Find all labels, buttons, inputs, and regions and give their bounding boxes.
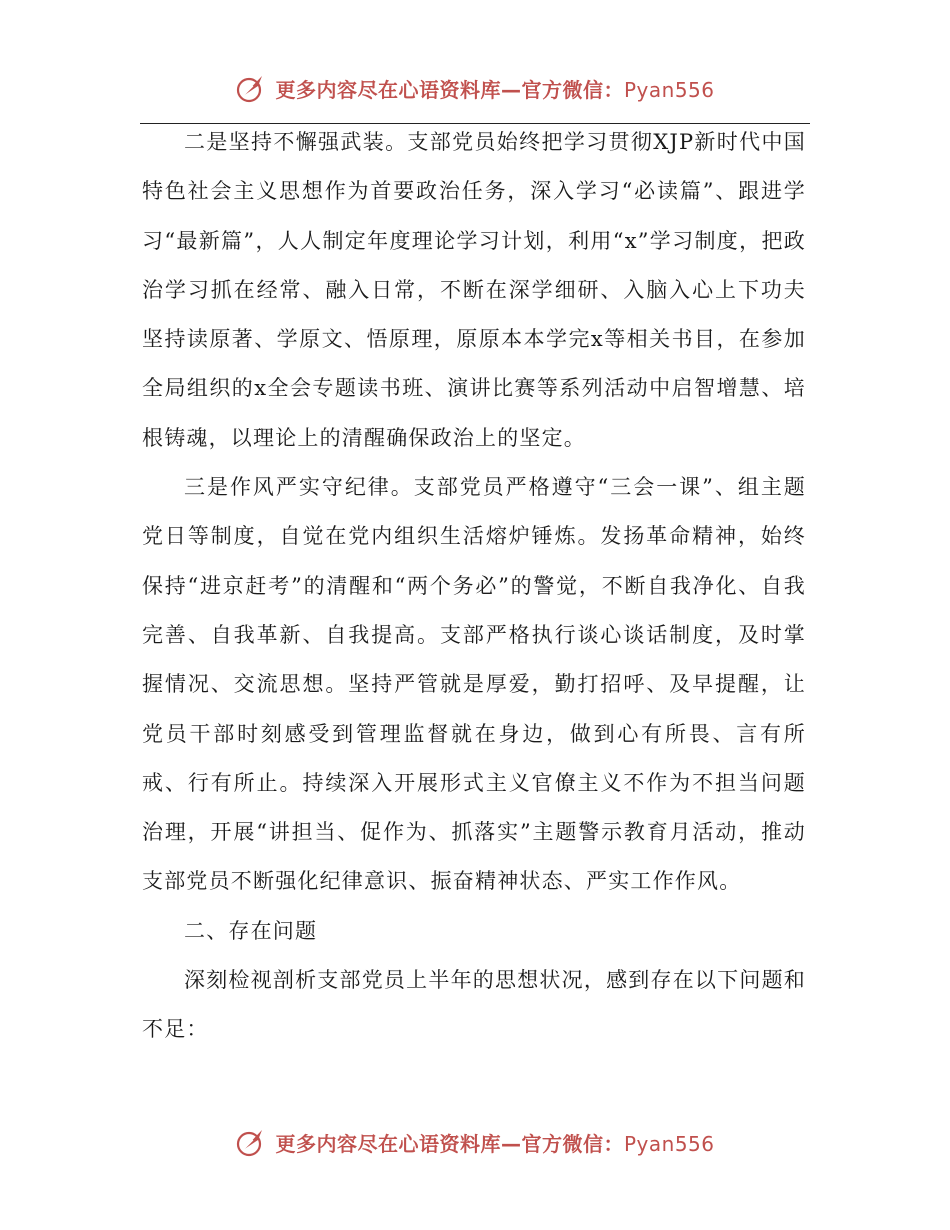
header-banner-label: 更多内容尽在心语资料库—官方微信： xyxy=(275,77,624,102)
header-wechat-id: Pyan556 xyxy=(623,77,715,102)
footer-banner-label: 更多内容尽在心语资料库—官方微信： xyxy=(275,1131,624,1156)
header-banner xyxy=(0,68,950,108)
footer-wechat-id: Pyan556 xyxy=(623,1131,715,1156)
footer-banner xyxy=(0,1122,950,1162)
section-heading-problems: 二、存在问题 xyxy=(184,918,318,943)
paragraph-discipline: 三是作风严实守纪律。支部党员严格遵守“三会一课”、组主题党日等制度，自觉在党内组织生活熔炉锤炼。发扬革命精神，始终保持“进京赶考”的清醒和“两个务必”的警觉，不断自我净化、自我完善、自我革新、自我提高。支部严格执行谈心谈话制度，及时掌握情况、交流思想。坚持严管就是厚爱，勤打招呼、及早提醒，让党员干部时刻感受到管理监督就在身边，做到心有所畏、言有所戒、行有所止。持续深入开展形式主义官僚主义不作为不担当问题治理，开展“讲担当、促作为、抓落实”主题警示教育月活动，推动支部党员不断强化纪律意识、振奋精神状态、严实工作作风。 xyxy=(142,475,806,894)
document-body xyxy=(142,118,806,1055)
footer-banner-text xyxy=(275,1128,714,1157)
quill-logo-icon xyxy=(235,72,267,104)
header-banner-text xyxy=(275,74,714,103)
paragraph-study: 二是坚持不懈强武装。支部党员始终把学习贯彻XJP新时代中国特色社会主义思想作为首要政治任务，深入学习“必读篇”、跟进学习“最新篇”，人人制定年度理论学习计划，利用“x”学习制度，把政治学习抓在经常、融入日常，不断在深学细研、入脑入心上下功夫坚持读原著、学原文、悟原理，原原本本学完x等相关书目，在参加全局组织的x全会专题读书班、演讲比赛等系列活动中启智增慧、培根铸魂，以理论上的清醒确保政治上的坚定。 xyxy=(142,130,806,450)
paragraph-problems-intro: 深刻检视剖析支部党员上半年的思想状况，感到存在以下问题和不足： xyxy=(142,968,806,1042)
quill-logo-icon xyxy=(235,1126,267,1158)
